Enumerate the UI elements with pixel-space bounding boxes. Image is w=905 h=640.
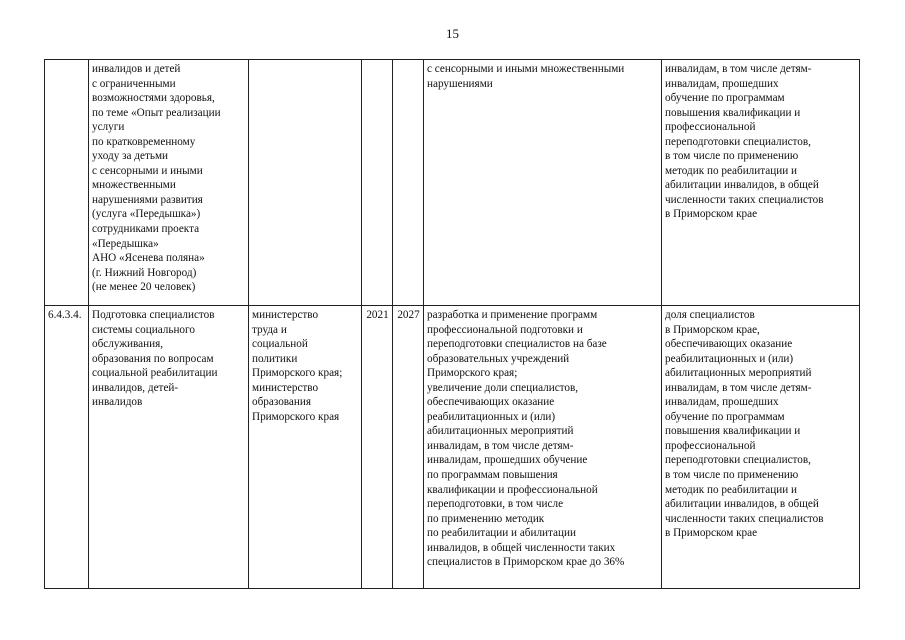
text-line: абилитационных мероприятий [665,367,812,380]
year-start-cell: 2021 [362,306,393,589]
text-line: сотрудниками проекта [92,223,200,236]
text-line: Приморского края; [427,367,518,380]
text-line: образовательных учреждений [427,352,570,365]
text-line: с сенсорными и иными [92,164,203,177]
text-line: (услуга «Передышка») [92,208,201,221]
text-line: образования [252,396,312,409]
indicator-cell [662,306,860,589]
measure-number-cell [45,60,89,306]
table-row [45,60,860,306]
measures-table [44,59,860,589]
text-line: по применению методик [427,512,545,525]
text-line: нарушениями развития [92,193,203,206]
text-line: в Приморском крае, [665,323,760,336]
text-line: по теме «Опыт реализации [92,106,221,119]
text-line: инвалидов [92,396,143,409]
text-line: в том числе по применению [665,469,799,482]
text-line: инвалидам, прошедших обучение [427,454,588,467]
text-line: инвалидам, прошедших [665,396,779,409]
text-line: по реабилитации и абилитации [427,527,576,540]
page-number: 15 [446,26,459,41]
text-line: уходу за детьми [92,150,169,163]
text-line: переподготовки специалистов, [665,135,811,148]
text-line: методик по реабилитации и [665,164,797,177]
text-line: переподготовки, в том числе [427,498,564,511]
text-line: обеспечивающих оказание [427,396,555,409]
text-line: инвалидов, в общей численности таких [427,541,616,554]
year-end-cell [393,60,424,306]
text-line: образования по вопросам [92,352,214,365]
text-line: АНО «Ясенева поляна» [92,252,205,265]
text-line: увеличение доли специалистов, [427,381,579,394]
text-line: инвалидов, детей- [92,381,179,394]
text-line: численности таких специалистов [665,193,824,206]
text-line: в Приморском крае [665,527,758,540]
text-line: политики [252,352,298,365]
measure-name-cell [89,306,249,589]
text-line: инвалидам, в том числе детям- [665,381,812,394]
text-line: обеспечивающих оказание [665,338,793,351]
text-line: Приморского края; [252,367,343,380]
text-line: профессиональной [665,121,756,134]
text-line: реабилитационных и (или) [427,410,556,423]
text-line: министерство [252,381,319,394]
text-line: квалификации и профессиональной [427,483,598,496]
text-line: (г. Нижний Новгород) [92,266,197,279]
indicator-cell [662,60,860,306]
text-line: повышения квалификации и [665,425,801,438]
text-line: обучение по программам [665,92,785,105]
text-line: обслуживания, [92,338,164,351]
text-line: по кратковременному [92,135,196,148]
text-line: инвалидам, в том числе детям- [427,439,574,452]
text-line: с сенсорными и иными множественными [427,63,625,75]
text-line: услуги [92,121,125,134]
text-line: инвалидам, прошедших [665,77,779,90]
text-line: Подготовка специалистов [92,309,215,321]
text-line: министерство [252,309,319,321]
text-line: Приморского края [252,410,340,423]
text-line: по программам повышения [427,469,558,482]
executor-cell [249,306,362,589]
executor-cell [249,60,362,306]
text-line: «Передышка» [92,237,159,250]
text-line: инвалидам, в том числе детям- [665,63,812,75]
year-end-cell: 2027 [393,306,424,589]
expected-result-cell [424,306,662,589]
text-line: нарушениями [427,77,493,90]
text-line: труда и [252,323,287,336]
text-line: социальной [252,338,308,351]
text-line: доля специалистов [665,309,755,321]
text-line: профессиональной [665,439,756,452]
text-line: обучение по программам [665,410,785,423]
text-line: разработка и применение программ [427,309,598,321]
text-line: возможностями здоровья, [92,92,215,105]
text-line: системы социального [92,323,195,336]
text-line: абилитационных мероприятий [427,425,574,438]
text-line: социальной реабилитации [92,367,218,380]
text-line: в том числе по применению [665,150,799,163]
text-line: с ограниченными [92,77,176,90]
table-row [45,306,860,589]
text-line: абилитации инвалидов, в общей [665,498,819,511]
text-line: абилитации инвалидов, в общей [665,179,819,192]
text-line: методик по реабилитации и [665,483,797,496]
text-line: множественными [92,179,176,192]
text-line: повышения квалификации и [665,106,801,119]
text-line: (не менее 20 человек) [92,281,196,294]
measure-name-cell [89,60,249,306]
expected-result-cell [424,60,662,306]
text-line: инвалидов и детей [92,63,181,75]
year-start-cell [362,60,393,306]
text-line: численности таких специалистов [665,512,824,525]
text-line: реабилитационных и (или) [665,352,794,365]
measure-number-cell: 6.4.3.4. [45,306,89,589]
text-line: переподготовки специалистов на базе [427,338,607,351]
text-line: переподготовки специалистов, [665,454,811,467]
text-line: в Приморском крае [665,208,758,221]
text-line: профессиональной подготовки и [427,323,583,336]
text-line: специалистов в Приморском крае до 36% [427,556,625,569]
